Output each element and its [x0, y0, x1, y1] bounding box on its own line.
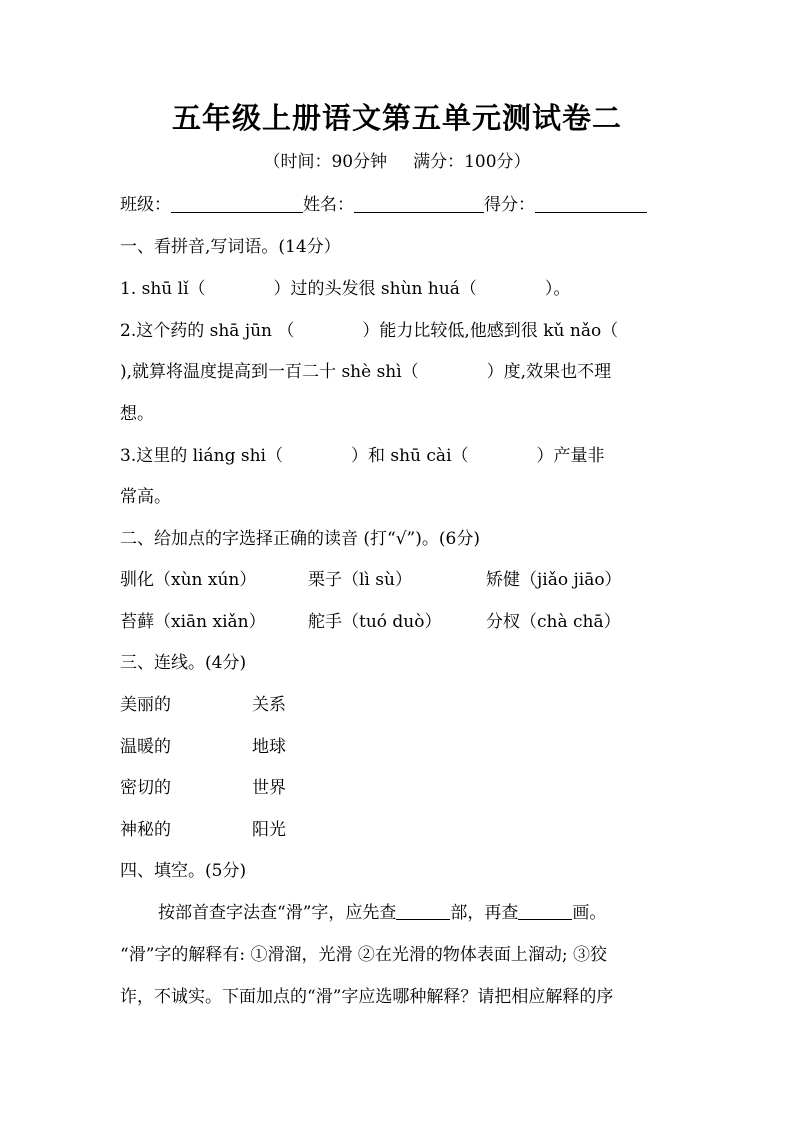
pinyin-choice-item[interactable]: 驯化（xùn xún） — [120, 570, 257, 590]
definition-line: “滑”字的解释有: ①滑溜，光滑 ②在光滑的物体表面上溜动; ③狡 — [120, 945, 608, 965]
definition-line-2: 诈，不诚实。下面加点的“滑”字应选哪种解释？请把相应解释的序 — [120, 987, 614, 1007]
match-left-item[interactable]: 温暖的 — [120, 737, 171, 757]
full-score: 满分：100分） — [413, 152, 531, 172]
section2-heading: 二、给加点的字选择正确的读音 (打“√”)。(6分) — [120, 529, 480, 549]
pinyin-choice-item[interactable]: 舵手（tuó duò） — [308, 612, 442, 632]
radical-blank[interactable] — [396, 902, 450, 920]
score-label: 得分： — [484, 195, 535, 215]
name-blank[interactable] — [354, 194, 484, 213]
match-right-item[interactable]: 地球 — [252, 737, 286, 757]
question-2-line1: 2.这个药的 shā jūn （ ）能力比较低,他感到很 kǔ nǎo（ — [120, 321, 619, 341]
pinyin-choice-item[interactable]: 矫健（jiǎo jiāo） — [486, 570, 622, 590]
fill-text-c: 画。 — [572, 903, 607, 923]
class-label: 班级： — [120, 195, 171, 215]
section1-heading: 一、看拼音,写词语。(14分） — [120, 237, 341, 257]
student-info-row — [120, 190, 680, 215]
fill-blank-paragraph — [158, 898, 680, 923]
class-blank[interactable] — [171, 194, 303, 213]
score-blank[interactable] — [535, 194, 647, 213]
question-1: 1. shū lǐ（ ）过的头发很 shùn huá（ ）。 — [120, 279, 571, 299]
question-2-line2: ),就算将温度提高到一百二十 shè shì（ ）度,效果也不理 — [120, 362, 612, 382]
match-left-item[interactable]: 神秘的 — [120, 820, 171, 840]
match-right-item[interactable]: 世界 — [252, 778, 286, 798]
fill-text-b: 部，再查 — [450, 903, 519, 923]
match-right-item[interactable]: 阳光 — [252, 820, 286, 840]
exam-subtitle — [0, 147, 794, 172]
name-label: 姓名： — [303, 195, 354, 215]
match-left-item[interactable]: 密切的 — [120, 778, 171, 798]
time-limit: （时间：90分钟 — [263, 152, 388, 172]
question-2-line3: 想。 — [120, 404, 154, 424]
match-right-item[interactable]: 关系 — [252, 695, 286, 715]
pinyin-choice-item[interactable]: 苔藓（xiān xiǎn） — [120, 612, 266, 632]
question-3-line2: 常高。 — [120, 487, 171, 507]
pinyin-choice-item[interactable]: 分杈（chà chā） — [486, 612, 621, 632]
section4-heading: 四、填空。(5分) — [120, 861, 247, 881]
page-title: 五年级上册语文第五单元测试卷二 — [171, 101, 622, 135]
fill-text-a: 按部首查字法查“滑”字，应先查 — [158, 903, 397, 923]
match-left-item[interactable]: 美丽的 — [120, 695, 171, 715]
stroke-count-blank[interactable] — [518, 902, 572, 920]
section3-heading: 三、连线。(4分) — [120, 653, 247, 673]
pinyin-choice-item[interactable]: 栗子（lì sù） — [308, 570, 412, 590]
question-3-line1: 3.这里的 liáng shi（ ）和 shū cài（ ）产量非 — [120, 446, 605, 466]
